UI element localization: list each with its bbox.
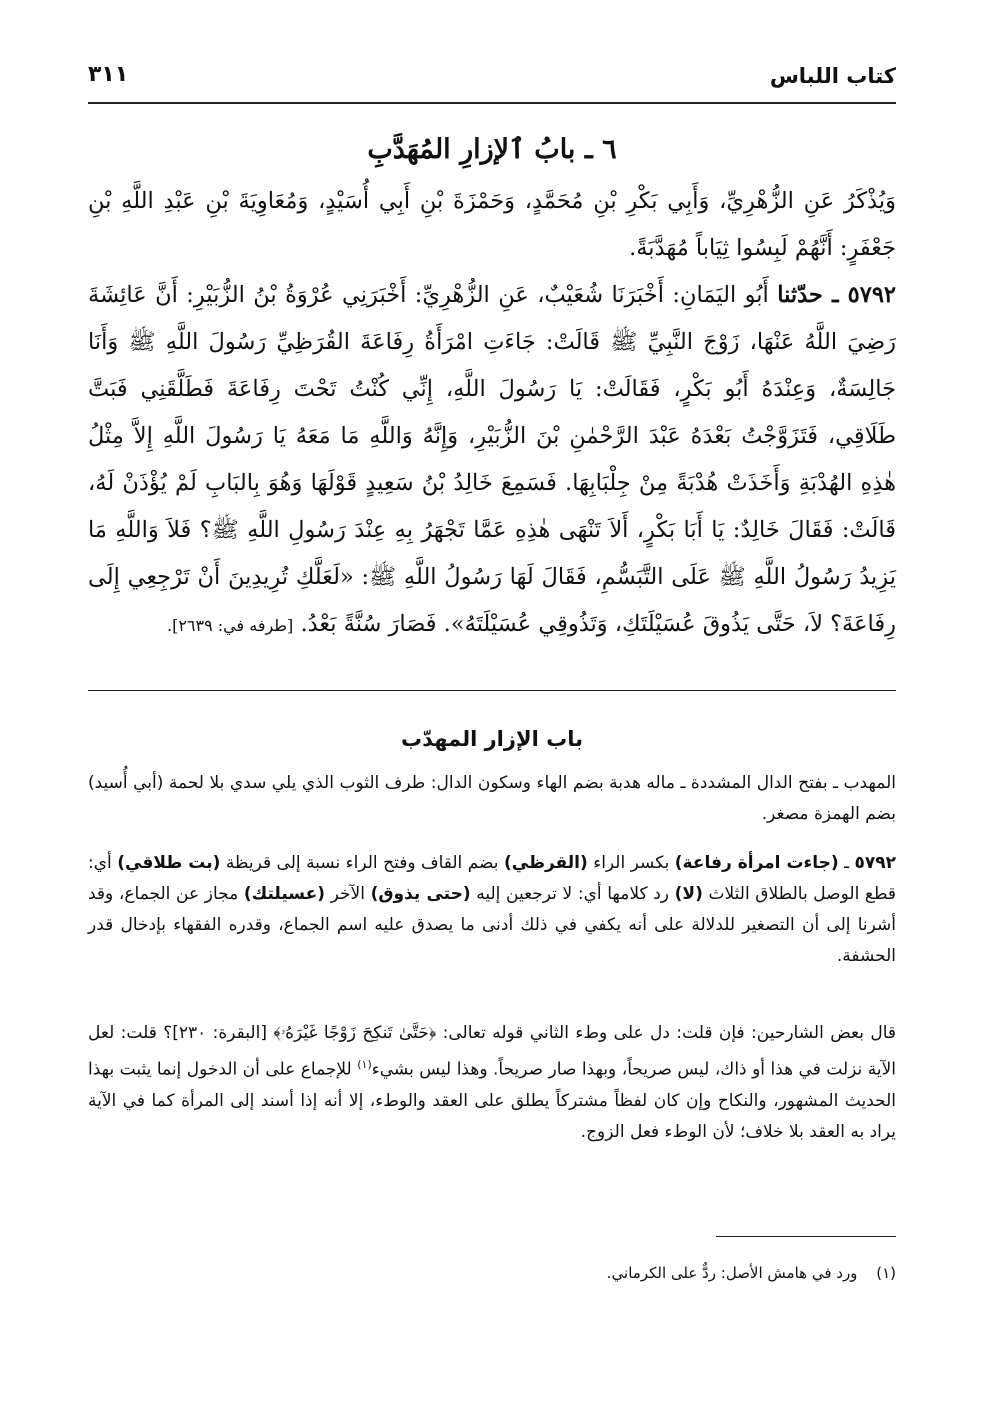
gloss: بكسر الراء xyxy=(593,853,670,873)
quoted-phrase: (لا) xyxy=(674,884,703,904)
chapter-intro: وَيُذْكَرُ عَنِ الزُّهْرِيِّ، وَأَبِي بَكْرِ بْنِ مُحَمَّدٍ، وَحَمْزَةَ بْنِ أَبِي أُسَيْدٍ، وَمُعَاوِيَةَ بْنِ عَبْدِ اللَّهِ بْنِ جَعْفَرٍ: أَنَّهُمْ لَبِسُوا ثِيَاباً مُهَدَّبَةً. xyxy=(88,188,896,261)
commentary-hadith-number: ٥٧٩٢ xyxy=(854,853,897,873)
gloss: الآخر xyxy=(330,884,365,904)
page-number: ٣١١ xyxy=(88,62,129,87)
hadith-reference: [طرفه في: ٢٦٣٩]. xyxy=(167,616,294,635)
gloss: بضم القاف وفتح الراء نسبة إلى قريظة xyxy=(225,853,499,873)
section-divider xyxy=(88,690,896,691)
commentary-paragraph-1: المهدب ـ بفتح الدال المشددة ـ ماله هدبة بضم الهاء وسكون الدال: طرف الثوب الذي يلي سدي بلا لحمة (أبي أُسيد) بضم الهمزة مصغر. xyxy=(88,773,896,824)
quoted-phrase: (عسيلتك) xyxy=(243,884,325,904)
header-divider xyxy=(88,102,896,104)
hadith-body: أَبُو اليَمَانِ: أَخْبَرَنَا شُعَيْبٌ، عَنِ الزُّهْرِيِّ: أَخْبَرَنِي عُرْوَةُ بْنُ الزُّبَيْرِ: أَنَّ عَائِشَةَ رَضِيَ اللَّهُ عَنْهَا، زَوْجَ النَّبِيِّ ﷺ قَالَتْ: جَاءَتِ امْرَأَةُ رِفَاعَةَ القُرَظِيِّ رَسُولَ اللَّهِ ﷺ وَأَنَا جَالِسَةٌ، وَعِنْدَهُ أَبُو بَكْرٍ، فَقَالَتْ: يَا رَسُولَ اللَّهِ، إِنِّي كُنْتُ تَحْتَ رِفَاعَةَ فَطَلَّقَنِي فَبَتَّ طَلَاقِي، فَتَزَوَّجْتُ بَعْدَهُ عَبْدَ الرَّحْمٰنِ بْنَ الزُّبَيْرِ، وَإِنَّهُ وَاللَّهِ مَا مَعَهُ يَا رَسُولَ اللَّهِ إِلاَّ مِثْلُ هٰذِهِ الهُدْبَةِ وَأَخَذَتْ هُدْبَةً مِنْ جِلْبَابِهَا. فَسَمِعَ خَالِدُ بْنُ سَعِيدٍ قَوْلَهَا وَهُوَ بِالبَابِ لَمْ يُؤْذَنْ لَهُ، قَالَتْ: فَقَالَ خَالِدٌ: يَا أَبَا بَكْرٍ، أَلاَ تَنْهَى هٰذِهِ عَمَّا تَجْهَرُ بِهِ عِنْدَ رَسُولِ اللَّهِ ﷺ؟ فَلاَ وَاللَّهِ مَا يَزِيدُ رَسُولُ اللَّهِ ﷺ عَلَى التَّبَسُّمِ، فَقَالَ لَهَا رَسُولُ اللَّهِ ﷺ: «لَعَلَّكِ تُرِيدِينَ أَنْ تَرْجِعِي إِلَى رِفَاعَةَ؟ لاَ، حَتَّى يَذُوقَ عُسَيْلَتَكِ، وَتَذُوقِي عُسَيْلَتَهُ». فَصَارَ سُنَّةً بَعْدُ. xyxy=(88,282,896,637)
commentary-text: للإجماع على أن الدخول إنما يثبت بهذا الحديث المشهور، والنكاح وإن كان لفظاً مشتركاً يطلق على العقد والوطء، إلا أنه إذا أسند إلى المرأة كما في الآية يراد به العقد بلا خلاف؛ لأن الوطء فعل الزوج. xyxy=(88,1059,896,1142)
gloss: مجاز عن الجماع، وقد أشرنا إلى أن التصغير للدلالة على أنه يكفي في ذلك أدنى ما يصدق عليه اسم الجماع، وقدره الفقهاء بإدخال قدر الحشفة. xyxy=(88,884,896,966)
footnote-marker: (١) xyxy=(876,1264,896,1282)
footnote-reference[interactable]: (١) xyxy=(357,1058,372,1071)
quoted-phrase: (القرظي) xyxy=(503,853,588,873)
hadith-text xyxy=(88,272,896,649)
running-header xyxy=(88,58,896,98)
quoted-phrase: (جاءت امرأة رفاعة) xyxy=(674,853,839,873)
gloss: رد كلامها أي: لا ترجعين إليه xyxy=(476,884,670,904)
footnote-text: ورد في هامش الأصل: ردٌّ على الكرماني. xyxy=(606,1264,858,1282)
quoted-phrase: (حتى يذوق) xyxy=(370,884,471,904)
quoted-phrase: (بت طلاقي) xyxy=(117,853,221,873)
commentary-paragraph-2: ٥٧٩٢ ـ (جاءت امرأة رفاعة) بكسر الراء (القرظي) بضم القاف وفتح الراء نسبة إلى قريظة (بت طلاقي) أي: قطع الوصل بالطلاق الثلاث (لا) رد كلامها أي: لا ترجعين إليه (حتى يذوق) الآخر (عسيلتك) مجاز عن الجماع، وقد أشرنا إلى أن التصغير للدلالة على أنه يكفي في ذلك أدنى ما يصدق عليه اسم الجماع، وقدره الفقهاء بإدخال قدر الحشفة. xyxy=(88,853,897,966)
gloss: أي: قطع الوصل بالطلاق الثلاث xyxy=(88,853,897,904)
commentary-paragraph-3 xyxy=(88,1018,896,1148)
footnote xyxy=(196,1260,896,1286)
hadith-number: ٥٧٩٢ ـ حدّثنا xyxy=(777,282,896,308)
commentary-text: قال بعض الشارحين: فإن قلت: دل على وطء الثاني قوله تعالى: ﴿حَتَّىٰ تَنكِحَ زَوْجًا غَيْرَهُۥ﴾ [البقرة: ٢٣٠]؟ قلت: لعل الآية نزلت في هذا أو ذاك، ليس صريحاً، وبهذا صار صريحاً. وهذا ليس بشيء xyxy=(88,1023,897,1080)
book-title: كتاب اللباس xyxy=(769,64,896,88)
chapter-heading: ٦ ـ بابُ ٱلإزارِ المُهَدَّبِ xyxy=(367,134,617,165)
commentary-heading: باب الإزار المهدّب xyxy=(401,727,583,751)
footnote-divider xyxy=(716,1236,896,1237)
